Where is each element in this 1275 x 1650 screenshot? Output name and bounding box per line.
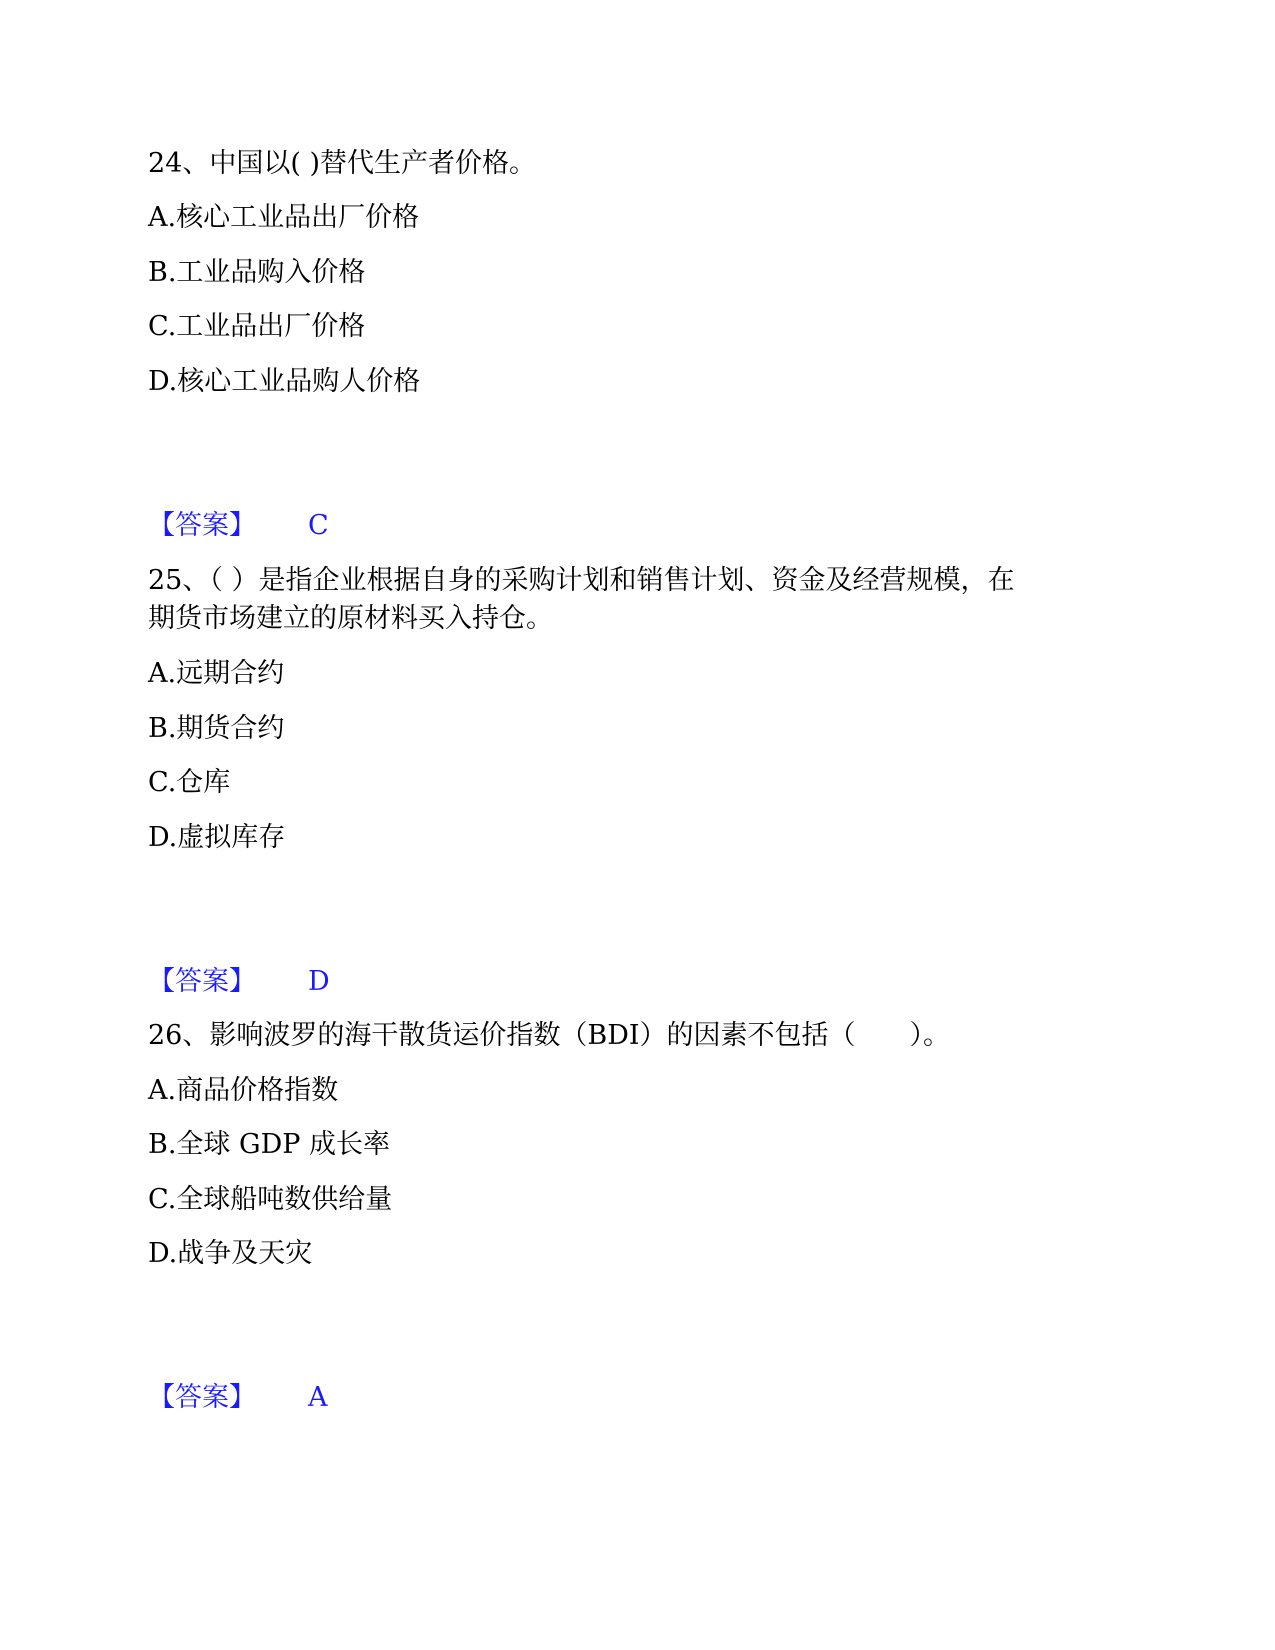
answer-label: 【答案】 <box>148 510 256 541</box>
question-24-stem: 24、中国以( )替代生产者价格。 <box>148 148 537 179</box>
question-24-answer <box>148 508 329 544</box>
question-25-option-c: C.仓库 <box>148 767 231 798</box>
question-25-answer <box>148 964 330 1000</box>
question-24-option-d: D.核心工业品购人价格 <box>148 366 421 397</box>
question-25-option-a: A.远期合约 <box>148 658 285 689</box>
question-26-option-a: A.商品价格指数 <box>148 1075 339 1106</box>
question-26-stem: 26、影响波罗的海干散货运价指数（BDI）的因素不包括（ ）。 <box>148 1020 951 1051</box>
answer-value: A <box>308 1382 328 1413</box>
answer-label: 【答案】 <box>148 966 256 997</box>
question-25-stem-line-2: 期货市场建立的原材料买入持仓。 <box>148 603 553 634</box>
question-26-option-d: D.战争及天灾 <box>148 1238 313 1269</box>
question-24-option-b: B.工业品购入价格 <box>148 257 366 288</box>
answer-value: C <box>308 510 329 541</box>
question-24-option-c: C.工业品出厂价格 <box>148 311 366 342</box>
answer-value: D <box>308 966 330 997</box>
question-25-stem-line-1: 25、（ ）是指企业根据自身的采购计划和销售计划、资金及经营规模，在 <box>148 565 1015 596</box>
answer-label: 【答案】 <box>148 1382 256 1413</box>
question-26-answer <box>148 1380 328 1416</box>
question-26-option-c: C.全球船吨数供给量 <box>148 1184 393 1215</box>
question-25-option-d: D.虚拟库存 <box>148 822 286 853</box>
question-26-option-b: B.全球 GDP 成长率 <box>148 1129 390 1160</box>
question-24-option-a: A.核心工业品出厂价格 <box>148 202 420 233</box>
question-25-option-b: B.期货合约 <box>148 713 285 744</box>
